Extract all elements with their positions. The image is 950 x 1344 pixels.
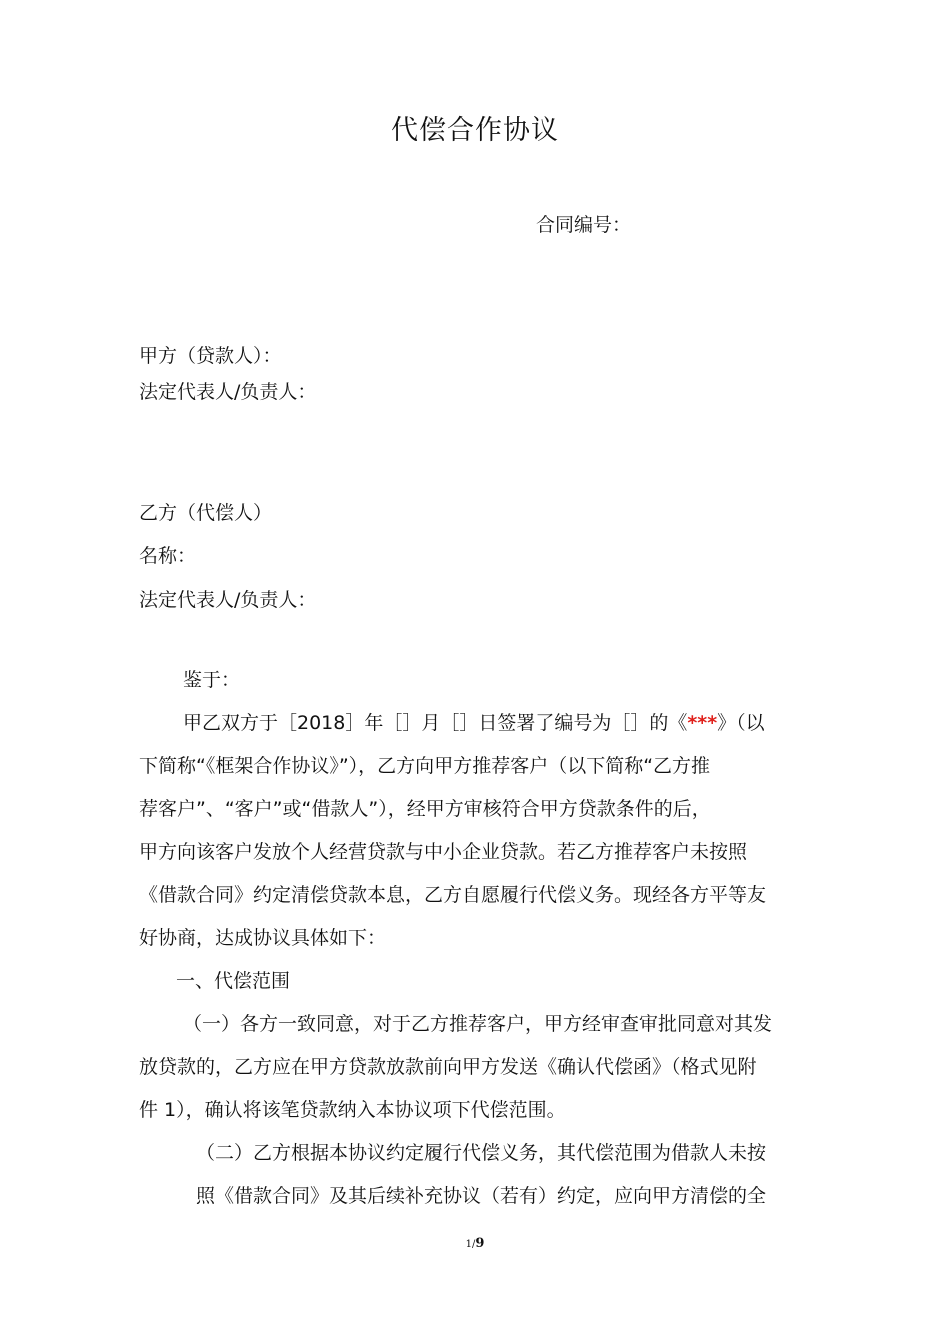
para1-line3: 荐客户”、“客户”或“借款人”），经甲方审核符合甲方贷款条件的后， [139,798,711,820]
para1-line1-tail: 》（以 [717,712,765,734]
para1-line5: 《借款合同》约定清偿贷款本息，乙方自愿履行代偿义务。现经各方平等友 [139,884,767,906]
para1-line4: 甲方向该客户发放个人经营贷款与中小企业贷款。若乙方推荐客户未按照 [139,841,748,863]
clause2-line1: （二）乙方根据本协议约定履行代偿义务，其代偿范围为借款人未按 [196,1142,767,1164]
party-a-heading: 甲方（贷款人）： [139,345,282,367]
contract-number-label: 合同编号： [536,214,632,236]
clause1-line1: （一）各方一致同意，对于乙方推荐客户，甲方经审查审批同意对其发 [183,1013,773,1035]
party-a-representative: 法定代表人/负责人： [139,381,317,403]
agreement-name-placeholder: *** [687,712,718,734]
document-title: 代偿合作协议 [391,115,559,146]
whereas-heading: 鉴于： [183,669,241,691]
party-b-name: 名称： [139,545,197,567]
page-separator: / [471,1239,476,1250]
clause2-line2: 照《借款合同》及其后续补充协议（若有）约定，应向甲方清偿的全 [196,1185,767,1207]
page-current: 1 [465,1239,472,1250]
para1-line6: 好协商，达成协议具体如下： [139,927,387,949]
section1-heading: 一、代偿范围 [176,970,291,992]
party-b-representative: 法定代表人/负责人： [139,589,317,611]
para1-line2: 下简称“《框架合作协议》”），乙方向甲方推荐客户（以下简称“乙方推 [139,755,711,777]
clause1-line3: 件 1），确认将该笔贷款纳入本协议项下代偿范围。 [139,1099,566,1121]
clause1-line2: 放贷款的，乙方应在甲方贷款放款前向甲方发送《确认代偿函》（格式见附 [139,1056,757,1078]
para1-line1-text: 甲乙双方于［2018］年［］月［］日签署了编号为［］的《 [183,712,688,734]
para1-line1 [183,708,765,735]
page-total: 9 [475,1236,485,1251]
party-b-heading: 乙方（代偿人） [139,502,273,524]
page-number [0,1236,950,1251]
